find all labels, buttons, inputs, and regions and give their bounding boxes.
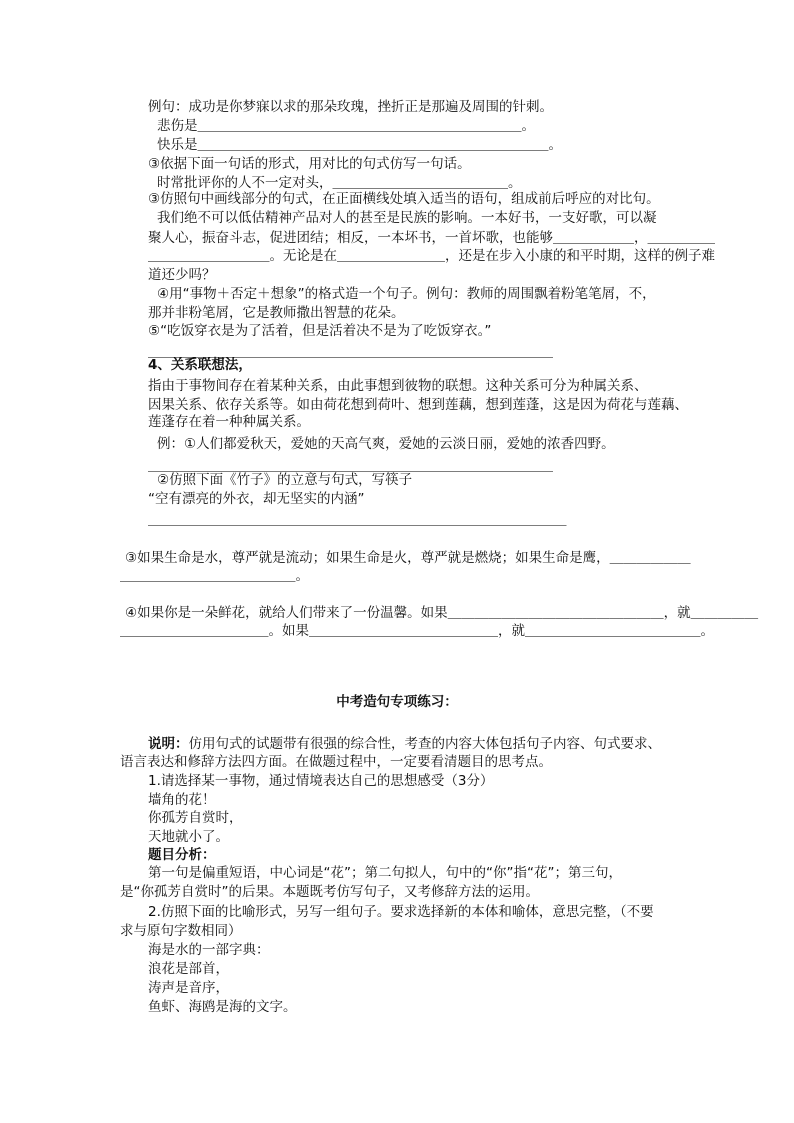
paragraph-line: 指由于事物间存在着某种关系，由此事想到彼物的联想。这种关系可分为种属关系、	[148, 378, 648, 394]
exercise-instruction: ④用“事物＋否定＋想象”的格式造一个句子。例句：教师的周围飘着粉笔笔屑，不，	[157, 286, 656, 302]
exercise-line: ③如果生命是水，尊严就是流动；如果生命是火，尊严就是燃烧；如果生命是鹰，＿＿＿＿＿＿	[125, 550, 691, 566]
explanation-label: 说明：	[148, 736, 189, 752]
section-title: 中考造句专项练习：	[336, 694, 458, 710]
exercise-line: 时常批评你的人不一定对头，＿＿＿＿＿＿＿＿＿＿＿＿＿。	[157, 175, 522, 191]
answer-blank: ＿＿＿＿＿＿＿＿＿＿＿＿＿＿＿＿＿＿＿＿＿＿＿＿＿＿＿＿＿＿	[148, 458, 553, 474]
example-sentence: 例：①人们都爱秋天，爱她的天高气爽，爱她的云淡日丽，爱她的浓香四野。	[157, 436, 615, 452]
exercise-instruction: ②仿照下面《竹子》的立意与句式，写筷子	[157, 472, 413, 488]
poem-line: 浪花是部首，	[148, 961, 229, 977]
paragraph-line: 第一句是偏重短语，中心词是“花”；第二句拟人，句中的“你”指“花”；第三句，	[148, 865, 622, 881]
poem-line: 你孤芳自赏时，	[148, 810, 243, 826]
poem-line: 涛声是音序，	[148, 980, 229, 996]
blank-line-sadness: 悲伤是＿＿＿＿＿＿＿＿＿＿＿＿＿＿＿＿＿＿＿＿＿＿＿＿。	[157, 118, 535, 134]
question-title: 2.仿照下面的比喻形式，另写一组句子。要求选择新的本体和喻体，意思完整，（不要	[148, 904, 654, 920]
poem-line: 鱼虾、海鸥是海的文字。	[148, 999, 297, 1015]
paragraph-line: 聚人心，振奋斗志，促进团结；相反，一本坏书，一首坏歌，也能够＿＿＿＿＿＿，＿＿＿＿＿	[148, 230, 715, 246]
blank-line-happiness: 快乐是＿＿＿＿＿＿＿＿＿＿＿＿＿＿＿＿＿＿＿＿＿＿＿＿＿＿。	[157, 137, 562, 153]
analysis-heading: 题目分析：	[148, 847, 216, 863]
section-heading: 4、关系联想法，	[148, 357, 252, 373]
exercise-line: ④如果你是一朵鲜花，就给人们带来了一份温馨。如果＿＿＿＿＿＿＿＿＿＿＿＿＿＿＿＿，就＿＿＿＿＿	[125, 605, 759, 621]
paragraph-line: 因果关系、依存关系等。如由荷花想到荷叶、想到莲藕，想到莲蓬，这是因为荷花与莲藕、	[148, 397, 688, 413]
paragraph-line: 莲蓬存在着一种种属关系。	[148, 414, 310, 430]
exercise-line: ＿＿＿＿＿＿＿＿＿＿＿。如果＿＿＿＿＿＿＿＿＿＿＿＿＿＿，就＿＿＿＿＿＿＿＿＿＿＿＿＿。	[120, 623, 714, 639]
explanation-line	[148, 735, 794, 754]
paragraph-line: 那并非粉笔屑，它是教师撒出智慧的花朵。	[148, 305, 405, 321]
paragraph-line: 语言表达和修辞方法四方面。在做题过程中，一定要看清题目的思考点。	[120, 754, 552, 770]
answer-blank: ＿＿＿＿＿＿＿＿＿＿＿＿＿＿＿＿＿＿＿＿＿＿＿＿＿＿＿＿＿＿＿	[148, 512, 567, 528]
poem-line: 天地就小了。	[148, 829, 229, 845]
paragraph-line: 道还少吗？	[148, 267, 216, 283]
explanation-text: 仿用句式的试题带有很强的综合性，考查的内容大体包括句子内容、句式要求、	[188, 736, 661, 752]
example-sentence: 例句：成功是你梦寐以求的那朵玫瑰，挫折正是那遍及周围的针刺。	[148, 99, 553, 115]
poem-line: 墙角的花！	[148, 792, 216, 808]
exercise-quote: ⑤“吃饭穿衣是为了活着，但是活着决不是为了吃饭穿衣。”	[148, 323, 492, 339]
poem-line: 海是水的一部字典：	[148, 942, 270, 958]
question-title: 1.请选择某一事物，通过情境表达自己的思想感受（3分）	[148, 773, 494, 789]
exercise-instruction: ③依据下面一句话的形式，用对比的句式仿写一句话。	[148, 156, 471, 172]
question-title: 求与原句字数相同）	[120, 923, 242, 939]
paragraph-line: 是“你孤芳自赏时”的后果。本题既考仿写句子，又考修辞方法的运用。	[120, 884, 539, 900]
paragraph-line: 我们绝不可以低估精神产品对人的甚至是民族的影响。一本好书，一支好歌，可以凝	[157, 210, 657, 226]
answer-blank: ＿＿＿＿＿＿＿＿＿＿＿＿＿＿＿＿＿＿＿＿＿＿＿＿＿＿＿＿＿＿	[148, 344, 553, 360]
exercise-quote: “空有漂亮的外衣，却无坚实的内涵”	[148, 491, 365, 507]
paragraph-line: ＿＿＿＿＿＿＿＿＿。无论是在＿＿＿＿＿＿＿＿，还是在步入小康的和平时期，这样的例子难	[148, 248, 715, 264]
exercise-line: ＿＿＿＿＿＿＿＿＿＿＿＿＿。	[120, 568, 309, 584]
exercise-instruction: ③仿照句中画线部分的句式，在正面横线处填入适当的语句，组成前后呼应的对比句。	[148, 191, 660, 207]
